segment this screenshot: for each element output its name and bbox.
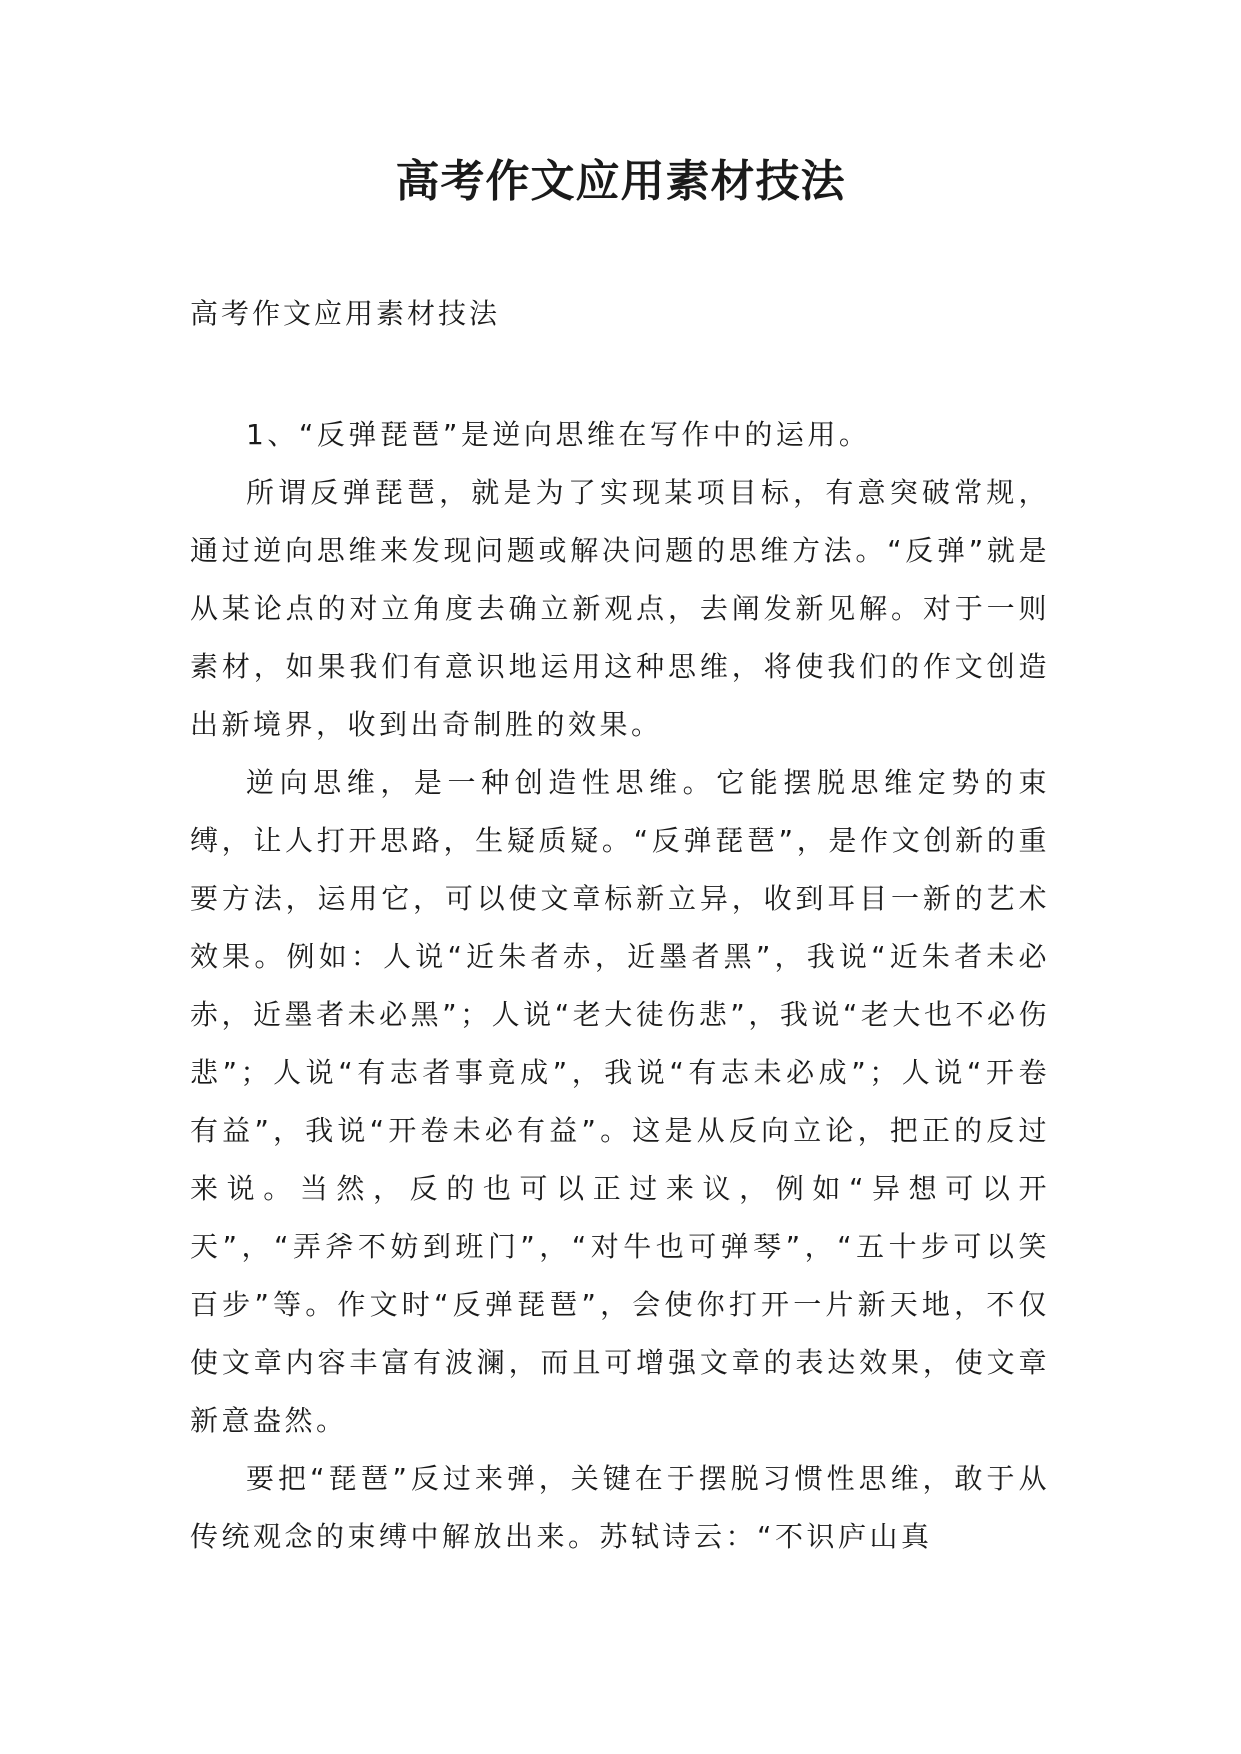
paragraph-heading-1: 1、“反弹琵琶”是逆向思维在写作中的运用。: [246, 418, 871, 451]
document-body: [190, 406, 1050, 1566]
document-subtitle: 高考作文应用素材技法: [190, 297, 501, 330]
paragraph: 所谓反弹琵琶，就是为了实现某项目标，有意突破常规，通过逆向思维来发现问题或解决问题的思维方法。“反弹”就是从某论点的对立角度去确立新观点，去阐发新见解。对于一则素材，如果我们有意识地运用这种思维，将使我们的作文创造出新境界，收到出奇制胜的效果。: [190, 476, 1050, 741]
paragraph: 逆向思维，是一种创造性思维。它能摆脱思维定势的束缚，让人打开思路，生疑质疑。“反弹琵琶”，是作文创新的重要方法，运用它，可以使文章标新立异，收到耳目一新的艺术效果。例如：人说“近朱者赤，近墨者黑”，我说“近朱者未必赤，近墨者未必黑”；人说“老大徒伤悲”，我说“老大也不必伤悲”；人说“有志者事竟成”，我说“有志未必成”；人说“开卷有益”，我说“开卷未必有益”。这是从反向立论，把正的反过来说。当然，反的也可以正过来议，例如“异想可以开天”，“弄斧不妨到班门”，“对牛也可弹琴”，“五十步可以笑百步”等。作文时“反弹琵琶”，会使你打开一片新天地，不仅使文章内容丰富有波澜，而且可增强文章的表达效果，使文章新意盎然。: [190, 766, 1050, 1437]
paragraph: 要把“琵琶”反过来弹，关键在于摆脱习惯性思维，敢于从传统观念的束缚中解放出来。苏轼诗云：“不识庐山真: [190, 1462, 1050, 1553]
document-title: 高考作文应用素材技法: [395, 156, 846, 207]
